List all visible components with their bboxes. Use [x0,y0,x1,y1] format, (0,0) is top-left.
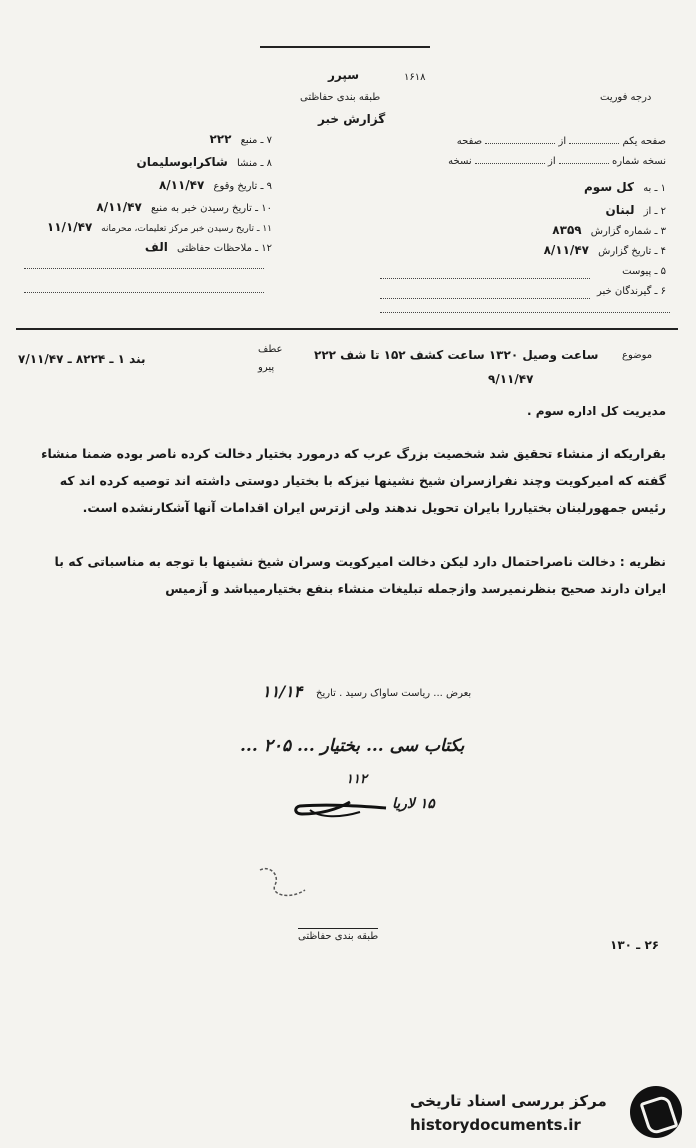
field-3-value: ۸۳۵۹ [552,223,582,237]
page-suffix-label: صفحه [456,136,483,147]
page-of-label: از [558,136,567,147]
field-1-label: ۱ ـ به [643,183,666,194]
field-2-value: لبنان [605,203,635,217]
page-title: گزارش خبر [318,112,386,126]
field-11-label: ۱۱ ـ تاریخ رسیدن خبر مرکز تعلیمات، محرمانه [101,224,272,234]
left-line-1 [24,268,264,269]
field-12-label: ۱۲ ـ ملاحظات حفاظتی [177,243,272,254]
copy-number-label: نسخه شماره [612,156,666,167]
subject-label: موضوع [622,350,653,361]
field-12-value: الف [144,240,168,254]
header-rule [260,46,430,48]
field-10-value: ۸/۱۱/۴۷ [96,200,142,214]
field-10 [96,200,272,214]
salutation: مدیریت کل اداره سوم . [527,404,666,418]
field-11-value: ۱۱/۱/۴۷ [46,220,93,234]
field-8 [137,155,273,169]
center-name: مرکز بررسی اسناد تاریخی [410,1092,607,1110]
ref-label-1: عطف [258,344,283,355]
left-line-2 [24,292,264,293]
document-number: ۲۶ ـ ۱۳۰ [610,938,660,952]
page-count-field [457,136,666,147]
copy-number-field [448,156,666,167]
org-number: ۱۶۱۸ [404,72,426,83]
org-line2: طبقه بندی حفاظتی [300,92,381,103]
approval-note: بعرض ... ریاست ساواک رسید . تاریخ [316,688,472,699]
signer-name: ۱۵ لاریا [392,796,435,812]
body-paragraph-1: بقراریکه از منشاء تحقیق شد شخصیت بزرگ عرب که درمورد بختیار دخالت کرده ناصر بوده ضمنا منشاء گفته که امیرکویت وچند نفرازسران شیخ نشینها نیزکه با بختیار دوستی داشته اند توصیه کرده اند که رئیس جمهورلبنان بختیاررا بایران تحویل ندهند ولی ازترس ایران اقدامات آنها آشکارنشده است. [41,446,666,515]
reference-text: بند ۱ ـ ۸۲۲۴ ـ ۷/۱۱/۴۷ [18,352,146,366]
field-9 [159,178,272,192]
field-8-value: شاکرابوسلیمان [136,155,228,169]
field-9-value: ۸/۱۱/۴۷ [158,178,205,192]
subject-text: ساعت وصیل ۱۳۲۰ ساعت کشف ۱۵۲ تا شف ۲۲۲ [314,348,599,362]
field-2 [605,203,666,217]
history-documents-logo-icon [630,1086,682,1138]
field-4-label: ۴ ـ تاریخ گزارش [598,246,666,257]
field-2-label: ۲ ـ از [643,206,666,217]
field-12 [145,240,272,254]
field-5-label: ۵ ـ پیوست [622,266,666,277]
field-9-label: ۹ ـ تاریخ وقوع [213,181,272,192]
field-6-line [380,298,590,299]
page-count-label: صفحه یکم [622,136,666,147]
subject-date: ۹/۱۱/۴۷ [488,372,534,386]
field-5-line [380,278,590,279]
field-3-label: ۳ ـ شماره گزارش [590,226,666,237]
header-divider [16,328,678,330]
field-8-label: ۸ ـ منشا [236,158,272,169]
field-10-label: ۱۰ ـ تاریخ رسیدن خبر به منبع [150,203,272,214]
faint-stamp [250,860,320,910]
handwritten-number: ۱۱۲ [346,772,367,787]
field-6 [597,286,666,297]
field-4-value: ۸/۱۱/۴۷ [543,243,589,257]
urgency-label: درجه فوریت [600,92,652,103]
signature-scribble [290,788,390,824]
handwritten-note: بکتاب سی ... بختیار ... ۲۰۵ ... [240,736,465,756]
field-3 [552,223,666,237]
field-4 [544,243,666,257]
field-7-label: ۷ ـ منبع [240,135,272,146]
ref-label-2: پیرو [258,362,275,373]
field-6-label: ۶ ـ گیرندگان خبر [596,286,666,297]
field-1 [584,180,666,194]
org-line1: سپرر [328,68,360,82]
field-7-value: ۲۲۲ [209,132,232,146]
website: historydocuments.ir [410,1116,581,1134]
recipients-line [380,312,670,313]
field-5 [622,266,666,277]
body-paragraph-2: نظریه : دخالت ناصراحتمال دارد لیکن دخالت امیرکویت وسران شیخ نشینها با توجه به مناسباتی که با ایران دارند صحیح بنظرنمیرسد وازجمله تبلیغات منشاء بنفع بختیارمیباشد و آزمیس [54,554,666,596]
copy-suffix-label: نسخه [448,156,472,167]
field-1-value: کل سوم [584,180,634,194]
footer-classification: طبقه بندی حفاظتی [298,928,378,942]
field-7 [209,132,272,146]
copy-of-label: از [548,156,556,167]
field-11 [47,220,272,234]
approval-date: ۱۱/۱۴ [262,682,303,701]
